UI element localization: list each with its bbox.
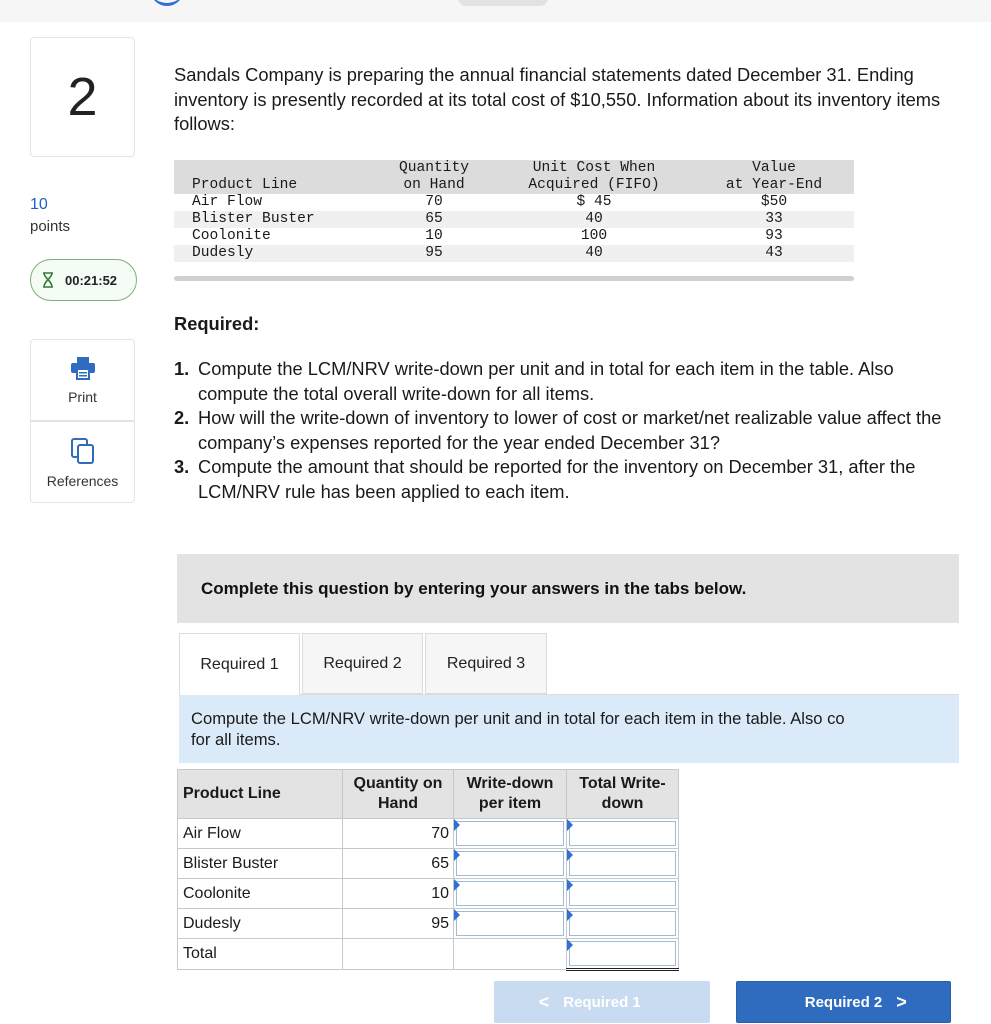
total-input-coolonite[interactable] [569, 881, 676, 906]
total-input-blister-buster[interactable] [569, 851, 676, 876]
chevron-left-icon: < [538, 991, 550, 1012]
info-row: Dudesly 95 40 43 [174, 245, 854, 262]
writedown-input-dudesly[interactable] [456, 911, 564, 936]
cell-marker-icon [454, 879, 460, 891]
printer-icon [70, 356, 96, 380]
info-row: Coolonite 10 100 93 [192, 228, 783, 244]
cell-marker-icon [567, 909, 573, 921]
timer-value: 00:21:52 [65, 272, 118, 288]
table-row: Blister Buster 65 [178, 849, 679, 879]
references-button[interactable] [30, 421, 135, 503]
chevron-right-icon: > [896, 991, 907, 1012]
info-header-cost: Unit Cost When Acquired (FIFO) [494, 160, 694, 194]
print-label: Print [68, 389, 97, 405]
writedown-input-coolonite[interactable] [456, 881, 564, 906]
top-pill [458, 0, 548, 6]
info-row: Air Flow 70 $ 45 $50 [192, 194, 788, 210]
cell-marker-icon [454, 849, 460, 861]
references-label: References [46, 473, 119, 489]
prev-required-button[interactable] [494, 981, 710, 1023]
progress-arc-icon [150, 0, 184, 6]
tab-required-2[interactable]: Required 2 [302, 633, 423, 694]
table-row: Coolonite 10 [178, 879, 679, 909]
inventory-info-table [174, 160, 854, 281]
cell-marker-icon [454, 909, 460, 921]
points-block [30, 196, 70, 235]
cell-marker-icon [454, 819, 460, 831]
required-list [174, 357, 964, 504]
total-input-air-flow[interactable] [569, 821, 676, 846]
question-number: 2 [30, 37, 135, 157]
info-row: Blister Buster 65 40 33 [174, 211, 854, 228]
required-item: 2. How will the write-down of inventory to lower of cost or market/net realizable value affect the company’s expenses reported for the year ended December 31? [174, 407, 942, 453]
prev-required-label: Required 1 [563, 993, 641, 1011]
top-bar [0, 0, 991, 22]
cell-marker-icon [567, 939, 573, 951]
cell-marker-icon [567, 819, 573, 831]
next-required-button[interactable] [736, 981, 951, 1023]
question-intro: Sandals Company is preparing the annual financial statements dated December 31. Ending inventory is presently recorded at its total cost of $10,550. Information about its inventory items follows: [174, 64, 941, 134]
answer-table [177, 769, 679, 971]
print-button[interactable] [30, 339, 135, 421]
total-input-all[interactable] [569, 941, 676, 966]
total-input-dudesly[interactable] [569, 911, 676, 936]
next-required-label: Required 2 [804, 993, 883, 1011]
answer-header-qty: Quantity on Hand [343, 770, 454, 819]
required-item: 3. Compute the amount that should be reported for the inventory on December 31, after the LCM/NRV rule has been applied to each item. [174, 456, 916, 502]
writedown-input-air-flow[interactable] [456, 821, 564, 846]
answer-header-total: Total Write-down [567, 770, 679, 819]
timer[interactable] [30, 259, 137, 301]
table-scrollbar[interactable] [174, 276, 854, 281]
info-header-value: Value at Year-End [694, 160, 854, 194]
tab-required-3[interactable]: Required 3 [425, 633, 547, 694]
points-label: points [30, 218, 71, 235]
writedown-input-blister-buster[interactable] [456, 851, 564, 876]
required-heading: Required: [174, 313, 260, 334]
info-header-product: Product Line [174, 160, 374, 194]
table-row: Dudesly 95 [178, 909, 679, 939]
table-row: Air Flow 70 [178, 819, 679, 849]
answer-header-writedown: Write-down per item [454, 770, 567, 819]
tab-instruction: Compute the LCM/NRV write-down per unit and in total for each item in the table. Also co for all items. [179, 695, 959, 763]
cell-marker-icon [567, 849, 573, 861]
references-icon [71, 438, 95, 464]
hourglass-icon [41, 272, 55, 288]
table-row-total: Total [178, 939, 679, 970]
points-value: 10 [30, 196, 48, 213]
complete-instruction: Complete this question by entering your answers in the tabs below. [177, 554, 959, 623]
required-item: 1. Compute the LCM/NRV write-down per unit and in total for each item in the table. Also compute the total overall write-down for all items. [174, 358, 894, 404]
cell-marker-icon [567, 879, 573, 891]
info-header-qty: Quantity on Hand [374, 160, 494, 194]
tab-required-1[interactable]: Required 1 [179, 633, 300, 695]
answer-header-product: Product Line [178, 770, 343, 819]
